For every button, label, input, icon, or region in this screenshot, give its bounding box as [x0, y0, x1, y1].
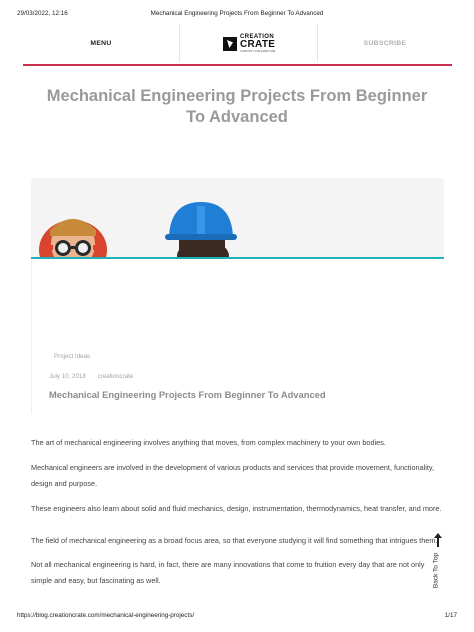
back-to-top-label: Back To Top — [432, 552, 440, 589]
hero-illustration — [31, 178, 444, 258]
print-datetime: 29/03/2022, 12:16 — [17, 10, 68, 17]
article-paragraph: These engineers also learn about solid and fluid mechanics, design, instrumentation, thermodynamics, heat transfer, and more. — [31, 504, 442, 513]
logo-line-1: CREATION — [240, 34, 275, 41]
subscribe-button[interactable]: SUBSCRIBE — [363, 39, 407, 47]
print-header — [17, 10, 457, 20]
article-paragraph: Mechanical engineers are involved in the development of various products and services that provide movement, functionality, design and purpose. — [31, 463, 435, 488]
logo-tagline: CURIOSITY FOR EVERYONE — [240, 50, 276, 54]
page-number: 1/17 — [444, 612, 457, 619]
post-meta — [49, 373, 133, 380]
post-author[interactable]: creationcrate — [97, 373, 134, 380]
logo-badge-icon — [223, 37, 237, 51]
article-paragraph: Not all mechanical engineering is hard, in fact, there are many innovations that come to fruition every day that are not only simple and easy, but fascinating as well. — [31, 560, 425, 585]
logo-line-2: CRATE — [240, 39, 276, 51]
print-document-title: Mechanical Engineering Projects From Beginner To Advanced — [150, 10, 324, 17]
header-divider — [179, 24, 180, 62]
article-paragraph: The art of mechanical engineering involves anything that moves, from complex machinery to your own bodies. — [31, 438, 386, 447]
child-goggles-figure — [39, 219, 107, 258]
print-footer — [17, 612, 457, 622]
article-paragraph: The field of mechanical engineering as a broad focus area, so that everyone studying it will find something that intrigues them. — [31, 536, 438, 545]
post-date: July 10, 2018 — [49, 373, 86, 380]
site-header — [23, 24, 452, 62]
creation-crate-logo[interactable] — [223, 32, 275, 56]
menu-button[interactable]: MENU — [90, 39, 112, 47]
header-accent-rule — [23, 64, 452, 66]
hard-hat-figure — [165, 202, 237, 258]
featured-image[interactable] — [31, 178, 444, 258]
back-to-top-button[interactable] — [430, 533, 446, 593]
category-link[interactable]: Project Ideas — [54, 353, 91, 360]
print-url: https://blog.creationcrate.com/mechanical-engineering-projects/ — [17, 612, 195, 619]
logo-wordmark — [240, 34, 275, 54]
post-card-title[interactable]: Mechanical Engineering Projects From Beginner To Advanced — [49, 389, 326, 400]
page-title: Mechanical Engineering Projects From Beginner To Advanced — [46, 87, 428, 126]
